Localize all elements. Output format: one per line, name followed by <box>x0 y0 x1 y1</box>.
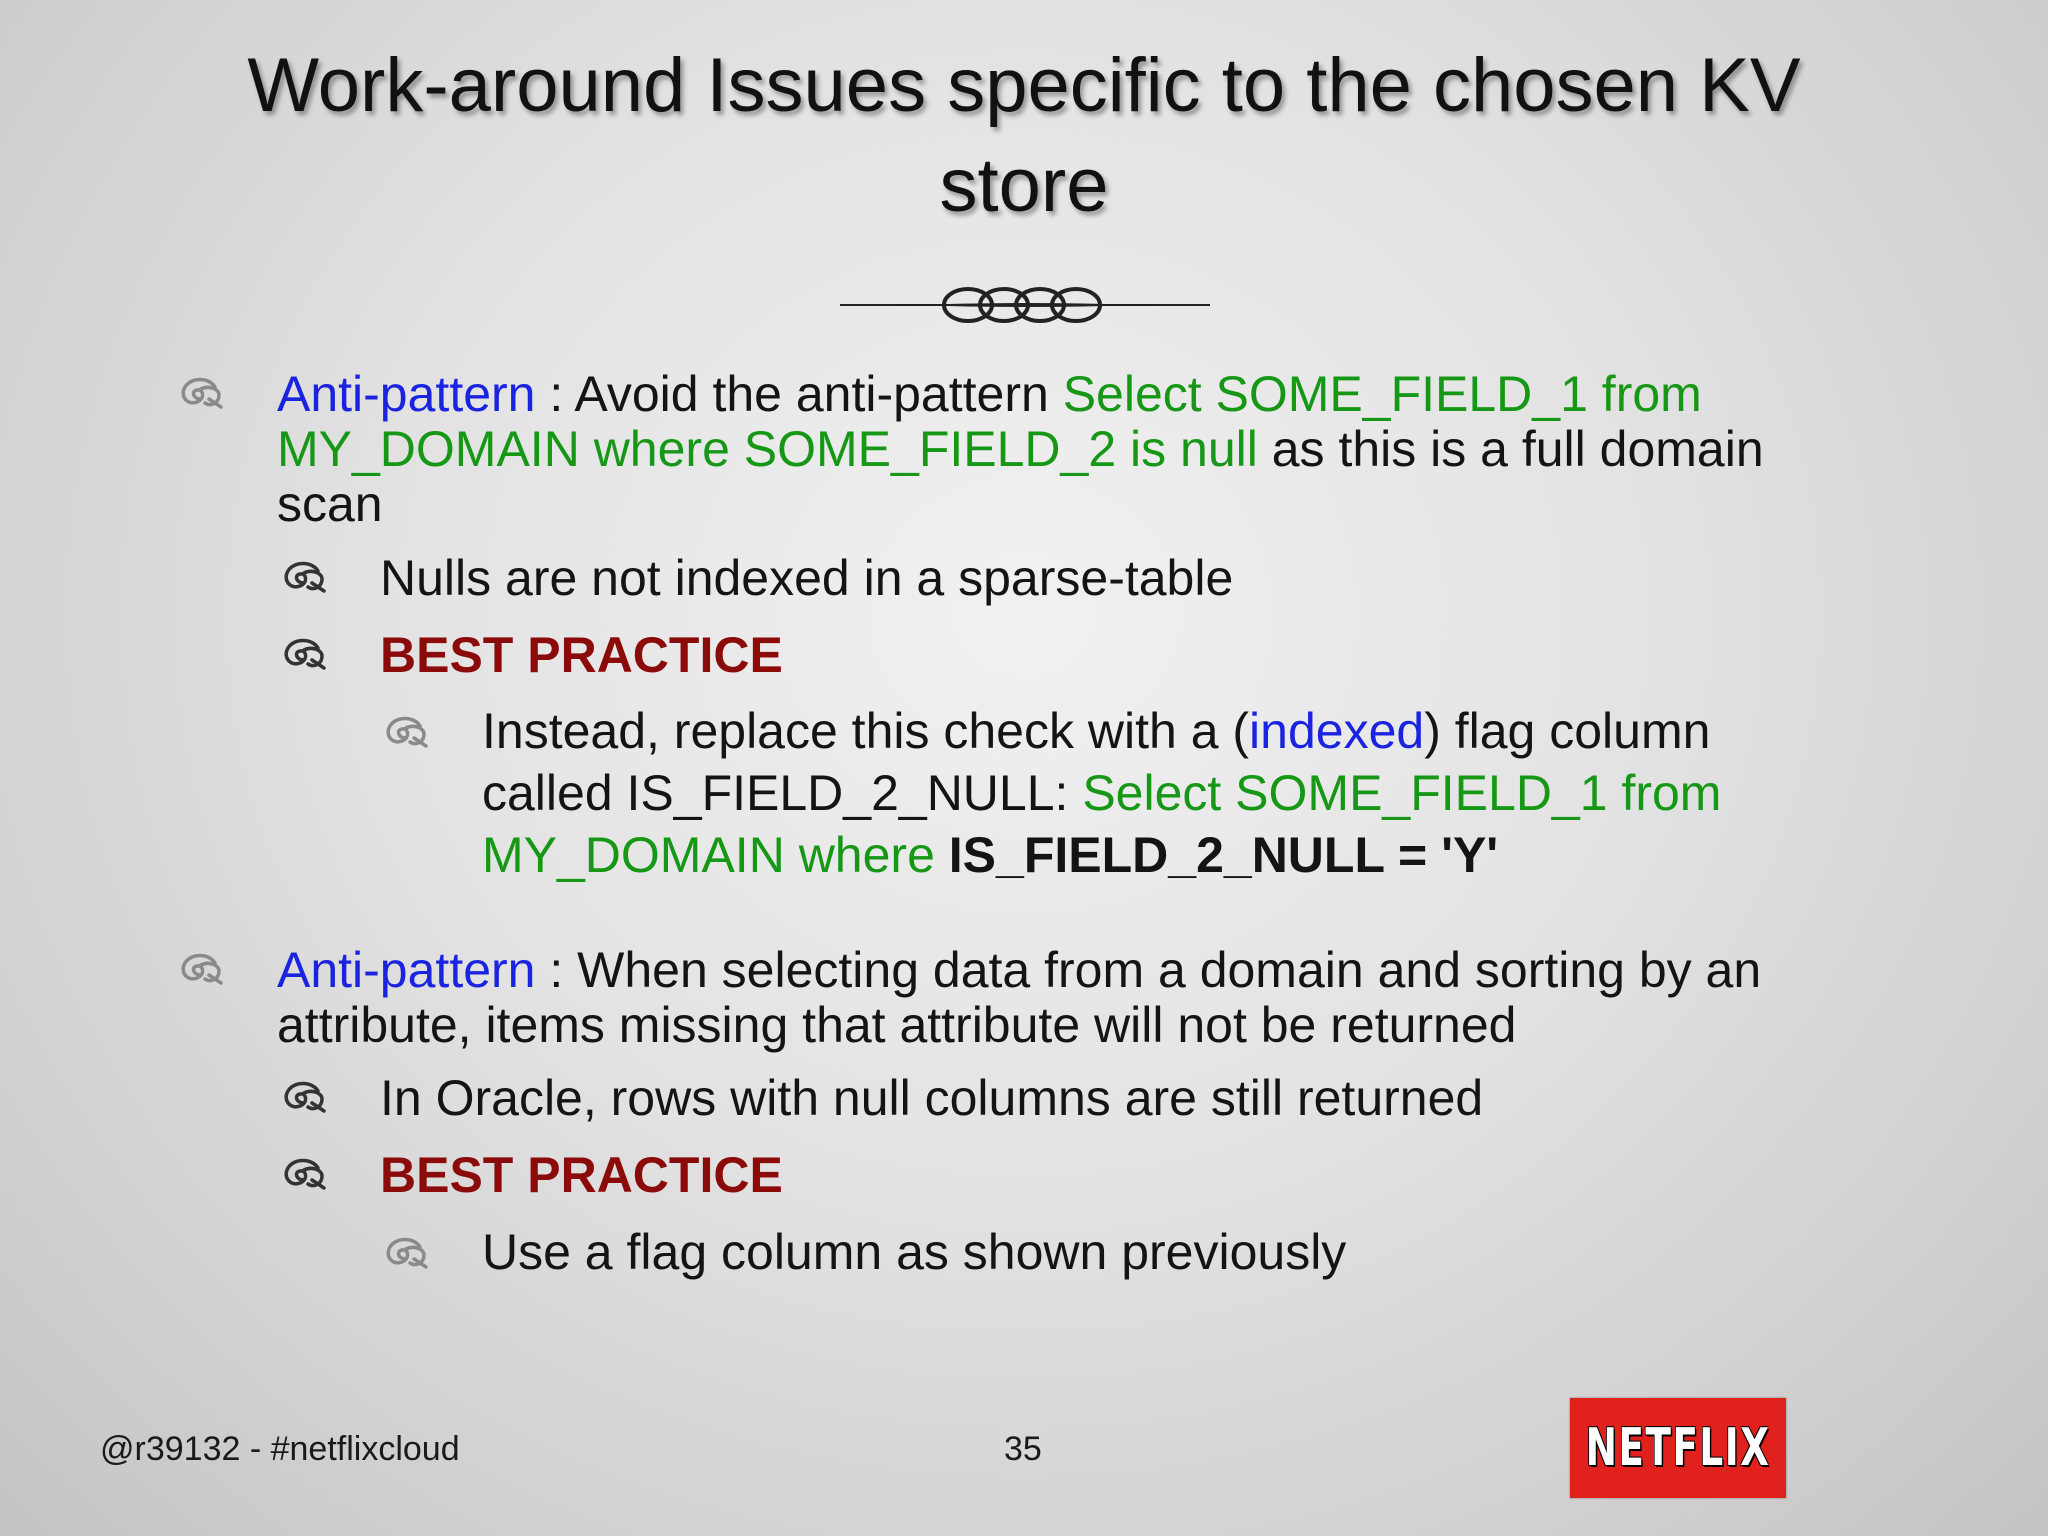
detail-condition: IS_FIELD_2_NULL = 'Y' <box>934 827 1499 883</box>
anti-pattern-label: Anti-pattern <box>277 366 536 422</box>
flourish-divider-icon <box>840 278 1210 332</box>
detail-indexed: indexed <box>1249 703 1425 759</box>
curl-bullet-icon <box>278 1154 330 1194</box>
best-practice-heading: BEST PRACTICE <box>380 1147 783 1203</box>
sub-bullet-oracle <box>380 1071 1860 1126</box>
netflix-logo-text: NETFLIX <box>1585 1418 1771 1478</box>
detail-text-mid: ) flag column called IS_FIELD_2_NULL: <box>482 703 1711 821</box>
detail-text: Instead, replace this check with a ( <box>482 703 1250 759</box>
sub-bullet-best-practice-1 <box>380 628 1860 683</box>
sub-bullet-best-practice-2 <box>380 1148 1860 1203</box>
best-practice-heading: BEST PRACTICE <box>380 627 783 683</box>
title-line-2: store <box>939 143 1109 228</box>
detail-text: Use a flag column as shown previously <box>482 1224 1347 1280</box>
page-number: 35 <box>1004 1430 1042 1468</box>
title-line-1: Work-around Issues specific to the chosen KV <box>247 43 1801 128</box>
sub-bullet-text: Nulls are not indexed in a sparse-table <box>380 550 1234 606</box>
anti-pattern-query: Select SOME_FIELD_1 from MY_DOMAIN where SOME_FIELD_2 is null <box>277 366 1702 477</box>
curl-bullet-icon <box>175 373 227 413</box>
curl-bullet-icon <box>278 557 330 597</box>
bullet-anti-pattern-1 <box>277 367 1837 532</box>
sub-sub-bullet-flag-column <box>482 1221 1782 1283</box>
sub-bullet-text: In Oracle, rows with null columns are still returned <box>380 1070 1484 1126</box>
anti-pattern-label: Anti-pattern <box>277 942 536 998</box>
bullet-anti-pattern-2 <box>277 943 1837 1053</box>
slide-title <box>0 36 2048 236</box>
sub-bullet-nulls <box>380 551 1860 606</box>
curl-bullet-icon <box>380 1233 432 1273</box>
anti-pattern-text: : When selecting data from a domain and sorting by an attribute, items missing that attribute will not be returned <box>277 942 1762 1053</box>
anti-pattern-text-end: as this is a full domain scan <box>277 421 1764 532</box>
footer-handle: @r39132 - #netflixcloud <box>100 1430 460 1468</box>
curl-bullet-icon <box>380 712 432 752</box>
sub-sub-bullet-replace-check <box>482 700 1782 886</box>
curl-bullet-icon <box>278 634 330 674</box>
netflix-logo <box>1570 1398 1786 1498</box>
curl-bullet-icon <box>278 1077 330 1117</box>
anti-pattern-text: : Avoid the anti-pattern <box>535 366 1063 422</box>
curl-bullet-icon <box>175 949 227 989</box>
detail-query: Select SOME_FIELD_1 from MY_DOMAIN where <box>482 765 1722 883</box>
